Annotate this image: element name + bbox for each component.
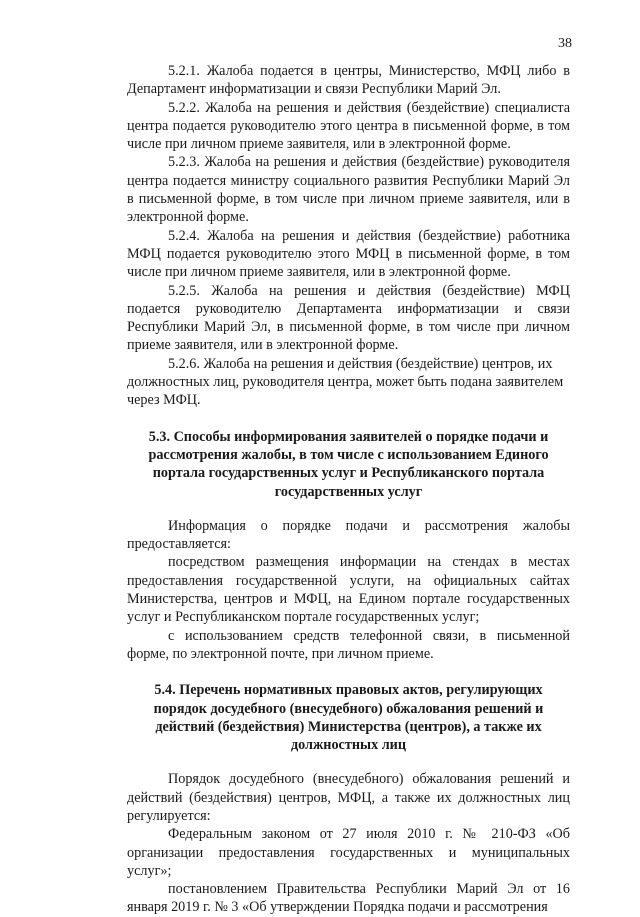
section-5-3-body	[127, 517, 570, 663]
section-heading-5-3: 5.3. Способы информирования заявителей о порядке подачи и рассмотрения жалобы, в том числе с использованием Единого портала государственных услуг и Республиканского портала государственных услуг	[148, 428, 549, 500]
paragraph-5-2-1: 5.2.1. Жалоба подается в центры, Министерство, МФЦ либо в Департамент информатизации и связи Республики Марий Эл.	[127, 63, 570, 98]
paragraph-federal-law: Федеральным законом от 27 июля 2010 г. № 210-ФЗ «Об организации предоставления государственных и муниципальных услуг»;	[127, 826, 570, 879]
paragraph-info-stands: посредством размещения информации на стендах в местах предоставления государственной услуги, на официальных сайтах Министерства, центров и МФЦ, на Едином портале государственных услуг и Республиканском портале государственных услуг;	[127, 554, 570, 626]
page-number: 38	[558, 36, 572, 51]
paragraph-5-2-5: 5.2.5. Жалоба на решения и действия (бездействие) МФЦ подается руководителю Департамента информатизации и связи Республики Марий Эл, в письменной форме, в том числе при личном приеме заявителя, или в электронной форме.	[127, 282, 570, 354]
paragraph-5-2-3: 5.2.3. Жалоба на решения и действия (бездействие) руководителя центра подается министру социального развития Республики Марий Эл в письменной форме, в том числе при личном приеме заявителя, или в электронной форме.	[127, 154, 570, 226]
paragraph-appeal-intro: Порядок досудебного (внесудебного) обжалования решений и действий (бездействия) центров, МФЦ, а также их должностных лиц регулируется:	[127, 771, 570, 824]
section-heading-5-4: 5.4. Перечень нормативных правовых актов, регулирующих порядок досудебного (внесудебного) обжалования решений и действий (бездействия) Министерства (центров), а также их должностных лиц	[153, 682, 544, 754]
paragraph-5-2-2: 5.2.2. Жалоба на решения и действия (бездействие) специалиста центра подается руководителю этого центра в письменной форме, в том числе при личном приеме заявителя, или в электронной форме.	[127, 99, 570, 153]
section-5-4-body	[127, 770, 570, 916]
paragraph-government-decree: постановлением Правительства Республики Марий Эл от 16 января 2019 г. № 3 «Об утверждении Порядка подачи и рассмотрения	[127, 881, 570, 916]
paragraph-info-phone: с использованием средств телефонной связи, в письменной форме, по электронной почте, при личном приеме.	[127, 627, 570, 662]
section-5-2-list	[127, 62, 570, 410]
paragraph-info-intro: Информация о порядке подачи и рассмотрения жалобы предоставляется:	[127, 517, 570, 553]
paragraph-5-2-4: 5.2.4. Жалоба на решения и действия (бездействие) работника МФЦ подается руководителю этого МФЦ в письменной форме, в том числе при личном приеме заявителя, или в электронной форме.	[127, 227, 570, 281]
paragraph-5-2-6: 5.2.6. Жалоба на решения и действия (бездействие) центров, их должностных лиц, руководителя центра, может быть подана заявителем через МФЦ.	[127, 355, 564, 409]
